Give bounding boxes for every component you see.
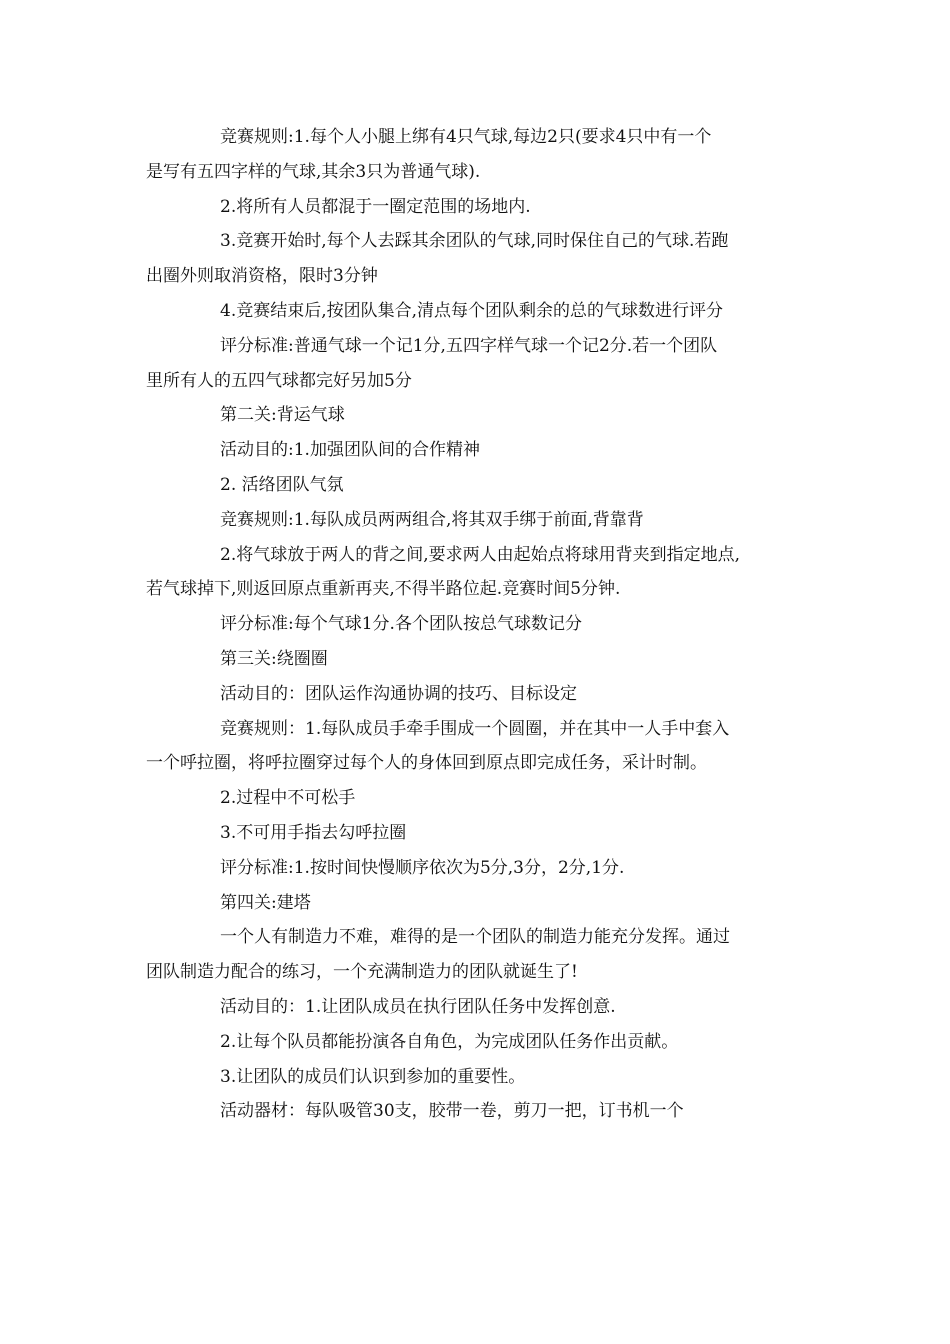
text-line: 第四关:建塔 — [220, 892, 311, 913]
text-line: 竞赛规则：1.每队成员手牵手围成一个圆圈，并在其中一人手中套入 — [220, 718, 730, 739]
text-line: 2.将气球放于两人的背之间,要求两人由起始点将球用背夹到指定地点, — [220, 544, 741, 565]
text-line: 评分标准:普通气球一个记1分,五四字样气球一个记2分.若一个团队 — [220, 335, 718, 356]
text-line: 一个呼拉圈，将呼拉圈穿过每个人的身体回到原点即完成任务，采计时制。 — [146, 753, 707, 774]
document-body — [146, 120, 814, 1129]
text-line: 4.竞赛结束后,按团队集合,清点每个团队剩余的总的气球数进行评分 — [220, 300, 724, 321]
text-line: 竞赛规则:1.每队成员两两组合,将其双手绑于前面,背靠背 — [220, 509, 644, 530]
text-line: 里所有人的五四气球都完好另加5分 — [146, 370, 412, 391]
text-line: 出圈外则取消资格，限时3分钟 — [146, 266, 378, 287]
text-line: 2. 活络团队气氛 — [220, 474, 344, 495]
text-line: 团队制造力配合的练习，一个充满制造力的团队就诞生了! — [146, 962, 578, 983]
text-line: 3.不可用手指去勾呼拉圈 — [220, 822, 407, 843]
text-line: 竞赛规则:1.每个人小腿上绑有4只气球,每边2只(要求4只中有一个 — [220, 127, 712, 147]
text-line: 若气球掉下,则返回原点重新再夹,不得半路位起.竞赛时间5分钟. — [146, 579, 621, 600]
text-line: 3.竞赛开始时,每个人去踩其余团队的气球,同时保住自己的气球.若跑 — [220, 231, 729, 252]
text-line: 2.让每个队员都能扮演各自角色，为完成团队任务作出贡献。 — [220, 1031, 679, 1052]
text-line: 2.将所有人员都混于一圈定范围的场地内. — [220, 196, 531, 217]
text-line: 活动目的：1.让团队成员在执行团队任务中发挥创意. — [220, 996, 616, 1017]
text-line: 3.让团队的成员们认识到参加的重要性。 — [220, 1066, 526, 1087]
text-line: 第二关:背运气球 — [220, 405, 345, 426]
text-line: 评分标准:1.按时间快慢顺序依次为5分,3分，2分,1分. — [220, 857, 625, 878]
text-line: 活动目的:1.加强团队间的合作精神 — [220, 440, 480, 461]
text-line: 活动器材：每队吸管30支，胶带一卷，剪刀一把，订书机一个 — [220, 1101, 684, 1122]
text-line: 一个人有制造力不难，难得的是一个团队的制造力能充分发挥。通过 — [220, 927, 730, 948]
text-line: 第三关:绕圈圈 — [220, 648, 328, 669]
text-line: 活动目的：团队运作沟通协调的技巧、目标设定 — [220, 683, 577, 704]
text-line: 评分标准:每个气球1分.各个团队按总气球数记分 — [220, 614, 582, 635]
text-line: 2.过程中不可松手 — [220, 788, 356, 809]
text-line: 是写有五四字样的气球,其余3只为普通气球). — [146, 161, 481, 182]
